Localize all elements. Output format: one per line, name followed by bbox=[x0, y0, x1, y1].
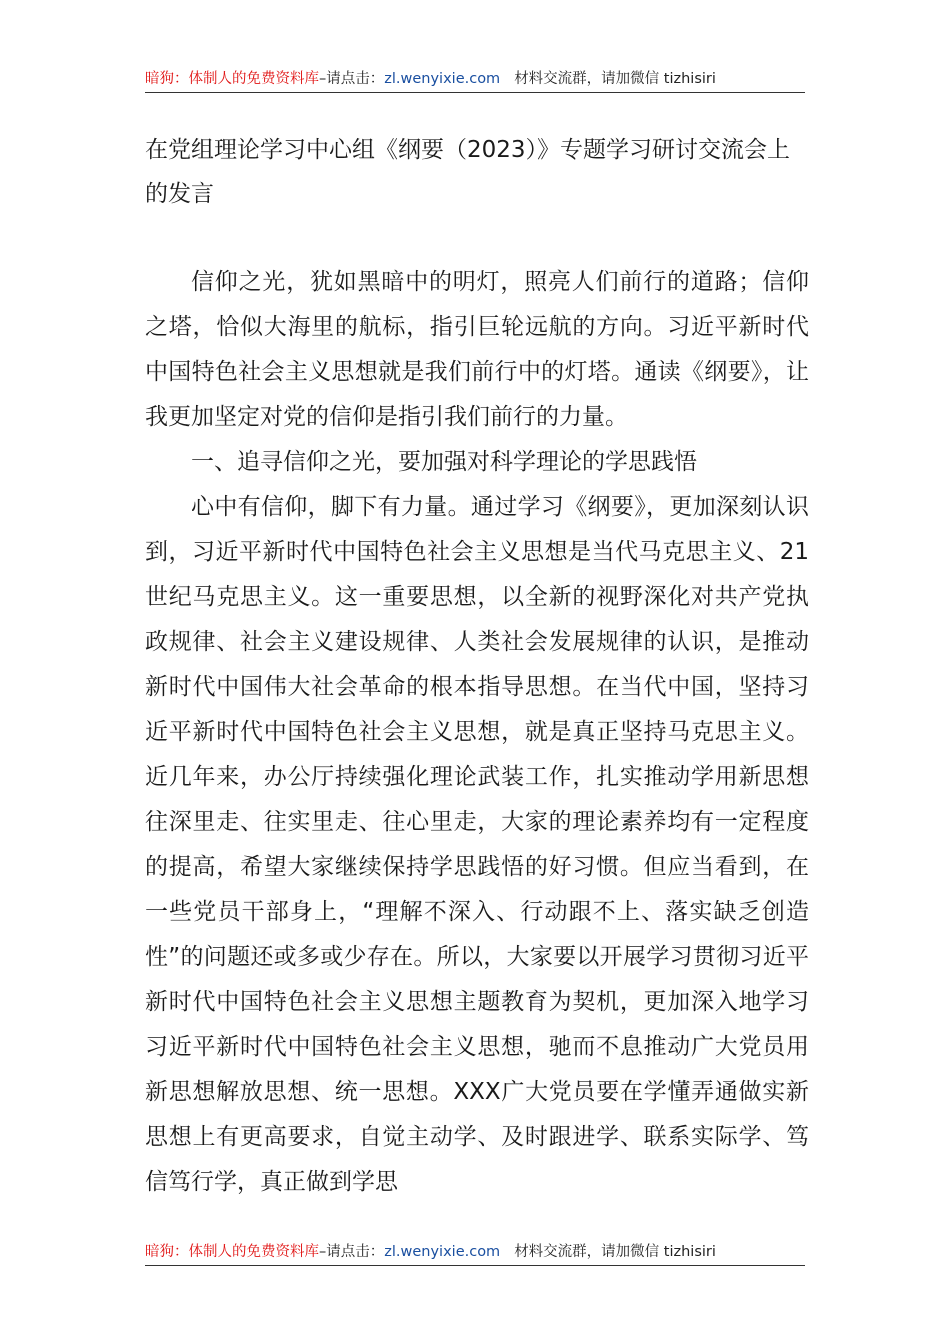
header-click-text: –请点击： bbox=[319, 71, 385, 87]
header-site-link[interactable]: zl.wenyixie.com bbox=[384, 71, 501, 87]
document-body bbox=[145, 260, 809, 1205]
paragraph-section-1: 心中有信仰，脚下有力量。通过学习《纲要》，更加深刻认识到，习近平新时代中国特色社会主义思想是当代马克思主义、21世纪马克思主义。这一重要思想，以全新的视野深化对共产党执政规律、社会主义建设规律、人类社会发展规律的认识，是推动新时代中国伟大社会革命的根本指导思想。在当代中国，坚持习近平新时代中国特色社会主义思想，就是真正坚持马克思主义。近几年来，办公厅持续强化理论武装工作，扎实推动学用新思想往深里走、往实里走、往心里走，大家的理论素养均有一定程度的提高，希望大家继续保持学思践悟的好习惯。但应当看到，在一些党员干部身上，“理解不深入、行动跟不上、落实缺乏创造性”的问题还或多或少存在。所以，大家要以开展学习贯彻习近平新时代中国特色社会主义思想主题教育为契机，更加深入地学习习近平新时代中国特色社会主义思想，驰而不息推动广大党员用新思想解放思想、统一思想。XXX广大党员要在学懂弄通做实新思想上有更高要求，自觉主动学、及时跟进学、联系实际学、笃信笃行学，真正做到学思 bbox=[145, 494, 809, 1195]
footer-brand-text: 暗狗：体制人的免费资料库 bbox=[145, 1244, 319, 1260]
document-title: 在党组理论学习中心组《纲要（2023）》专题学习研讨交流会上的发言 bbox=[145, 137, 791, 207]
footer-click-text: –请点击： bbox=[319, 1244, 385, 1260]
page-footer-banner bbox=[145, 1239, 805, 1266]
footer-site-link[interactable]: zl.wenyixie.com bbox=[384, 1244, 501, 1260]
header-group-text: 材料交流群，请加微信 tizhisiri bbox=[514, 71, 716, 87]
paragraph-intro: 信仰之光，犹如黑暗中的明灯，照亮人们前行的道路；信仰之塔，恰似大海里的航标，指引巨轮远航的方向。习近平新时代中国特色社会主义思想就是我们前行中的灯塔。通读《纲要》，让我更加坚定对党的信仰是指引我们前行的力量。 bbox=[145, 269, 809, 430]
footer-group-text: 材料交流群，请加微信 tizhisiri bbox=[514, 1244, 716, 1260]
section-heading-1: 一、追寻信仰之光，要加强对科学理论的学思践悟 bbox=[191, 449, 697, 475]
header-brand-text: 暗狗：体制人的免费资料库 bbox=[145, 71, 319, 87]
page-header-banner bbox=[145, 66, 805, 93]
